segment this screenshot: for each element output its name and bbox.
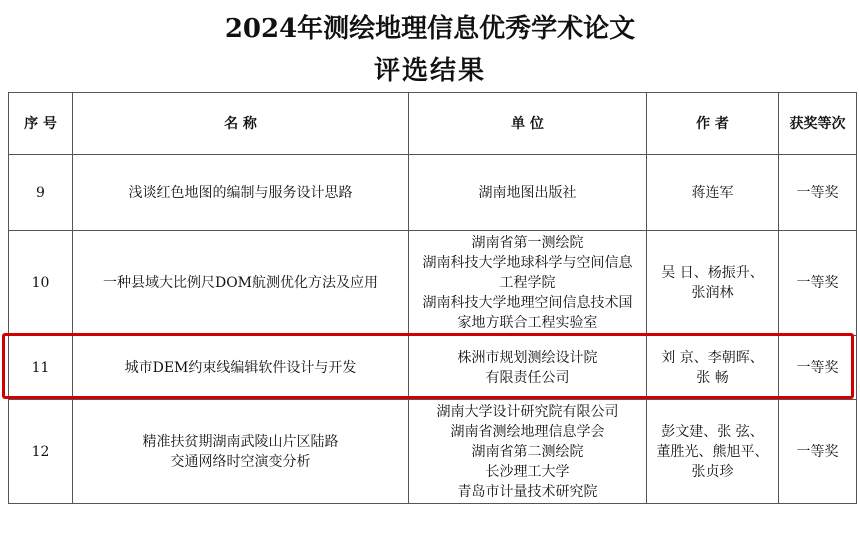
table-row — [9, 336, 857, 400]
cell-name: 城市DEM约束线编辑软件设计与开发 — [73, 336, 409, 400]
table-row — [9, 400, 857, 504]
cell-unit: 湖南地图出版社 — [409, 155, 647, 231]
cell-author: 蒋连军 — [647, 155, 779, 231]
cell-no: 9 — [9, 155, 73, 231]
table-header-row — [9, 93, 857, 155]
cell-name: 一种县域大比例尺DOM航测优化方法及应用 — [73, 231, 409, 336]
cell-no: 10 — [9, 231, 73, 336]
cell-author: 彭文建、张 弦、 董胜光、熊旭平、 张贞珍 — [647, 400, 779, 504]
document-title: 2024年测绘地理信息优秀学术论文 — [224, 14, 636, 44]
table-row — [9, 231, 857, 336]
awards-table — [8, 92, 857, 504]
cell-unit: 株洲市规划测绘设计院 有限责任公司 — [409, 336, 647, 400]
document-subtitle: 评选结果 — [373, 56, 486, 86]
header-author: 作 者 — [647, 93, 779, 155]
header-rank: 获奖等次 — [779, 93, 857, 155]
cell-unit: 湖南省第一测绘院 湖南科技大学地球科学与空间信息 工程学院 湖南科技大学地理空间信息技术国 家地方联合工程实验室 — [409, 231, 647, 336]
cell-no: 11 — [9, 336, 73, 400]
cell-no: 12 — [9, 400, 73, 504]
table-row — [9, 155, 857, 231]
header-unit: 单 位 — [409, 93, 647, 155]
cell-author: 吴 日、杨振升、 张润林 — [647, 231, 779, 336]
cell-name: 精准扶贫期湖南武陵山片区陆路 交通网络时空演变分析 — [73, 400, 409, 504]
cell-rank: 一等奖 — [779, 336, 857, 400]
cell-rank: 一等奖 — [779, 231, 857, 336]
cell-author: 刘 京、李朝晖、 张 畅 — [647, 336, 779, 400]
header-no: 序 号 — [9, 93, 73, 155]
header-name: 名 称 — [73, 93, 409, 155]
cell-rank: 一等奖 — [779, 400, 857, 504]
cell-unit: 湖南大学设计研究院有限公司 湖南省测绘地理信息学会 湖南省第二测绘院 长沙理工大学 青岛市计量技术研究院 — [409, 400, 647, 504]
cell-rank: 一等奖 — [779, 155, 857, 231]
cell-name: 浅谈红色地图的编制与服务设计思路 — [73, 155, 409, 231]
